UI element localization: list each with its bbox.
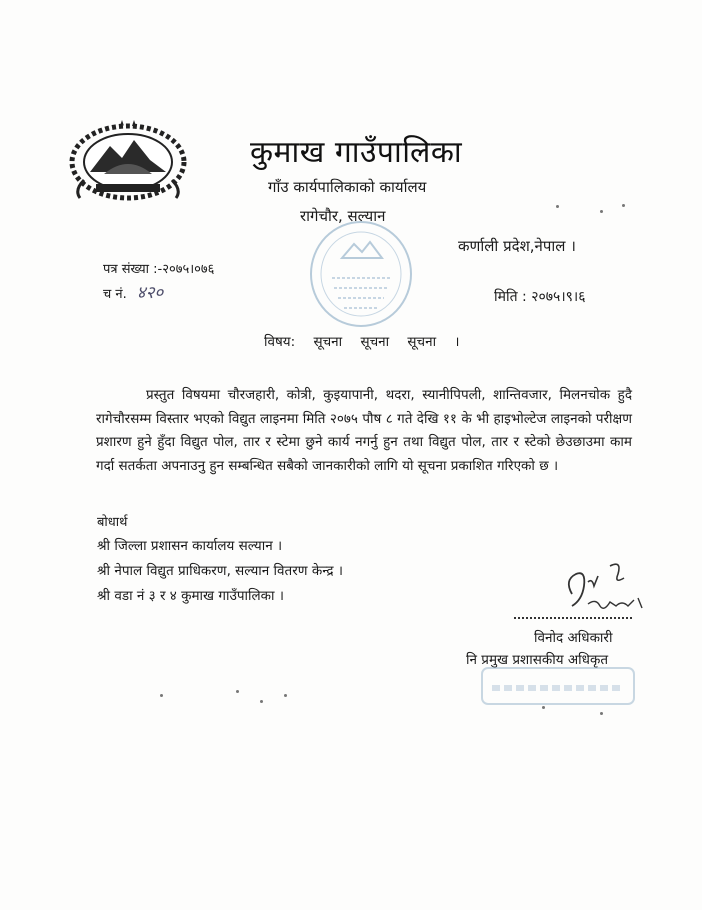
cc-label: बोधार्थ [97, 515, 128, 530]
letter-date: मिति : २०७५।९।६ [494, 289, 586, 305]
municipality-title: कुमाख गाउँपालिका [250, 135, 463, 170]
province-name: कर्णाली प्रदेश,नेपाल । [458, 237, 576, 255]
office-name: गाँउ कार्यपालिकाको कार्यालय [268, 178, 427, 196]
signer-title: नि प्रमुख प्रशासकीय अधिकृत [466, 652, 609, 668]
nepal-emblem-icon [66, 118, 190, 202]
letter-number: पत्र संख्या :-२०७५।०७६ [103, 262, 215, 277]
signature-line [514, 617, 632, 619]
notice-paragraph: प्रस्तुत विषयमा चौरजहारी, कोत्री, कुइयापानी, थदरा, स्यानीपिपली, शान्तिवजार, मिलनचोक हुदै रागेचौरसम्म विस्तार भएको विद्युत लाइनमा मिति २०७५ पौष ८ गते देखि ११ के भी हाइभोल्टेज लाइनको परीक्षण प्रशारण हुने हुँदा विद्युत पोल, तार र स्टेमा छुने कार्य नगर्नु हुन तथा विद्युत पोल, तार र स्टेको छेउछाउमा काम गर्दा सतर्कता अपनाउनु हुन सम्बन्धित सबैको जानकारीको लागि यो सूचना प्रकाशित गरिएको छ । [96, 387, 632, 474]
dispatch-number: ४२० [136, 283, 164, 303]
handwritten-signature [558, 560, 658, 622]
cc-item: श्री वडा नं ३ र ४ कुमाख गाउँपालिका । [97, 588, 284, 604]
cc-item: श्री जिल्ला प्रशासन कार्यालय सल्यान । [97, 538, 283, 554]
designation-stamp-icon [478, 662, 638, 710]
office-location: रागेचौर, सल्यान [300, 207, 386, 225]
notice-body [96, 384, 632, 478]
signer-name: विनोद अधिकारी [534, 630, 613, 646]
cc-item: श्री नेपाल विद्युत प्राधिकरण, सल्यान वितरण केन्द्र । [97, 563, 343, 579]
dispatch-label: च नं. [103, 287, 127, 302]
dispatch-number-row [103, 280, 163, 303]
cc-list [97, 534, 343, 609]
office-stamp-icon [306, 218, 416, 330]
subject-line: विषय: सूचना सूचना सूचना । [264, 334, 460, 350]
